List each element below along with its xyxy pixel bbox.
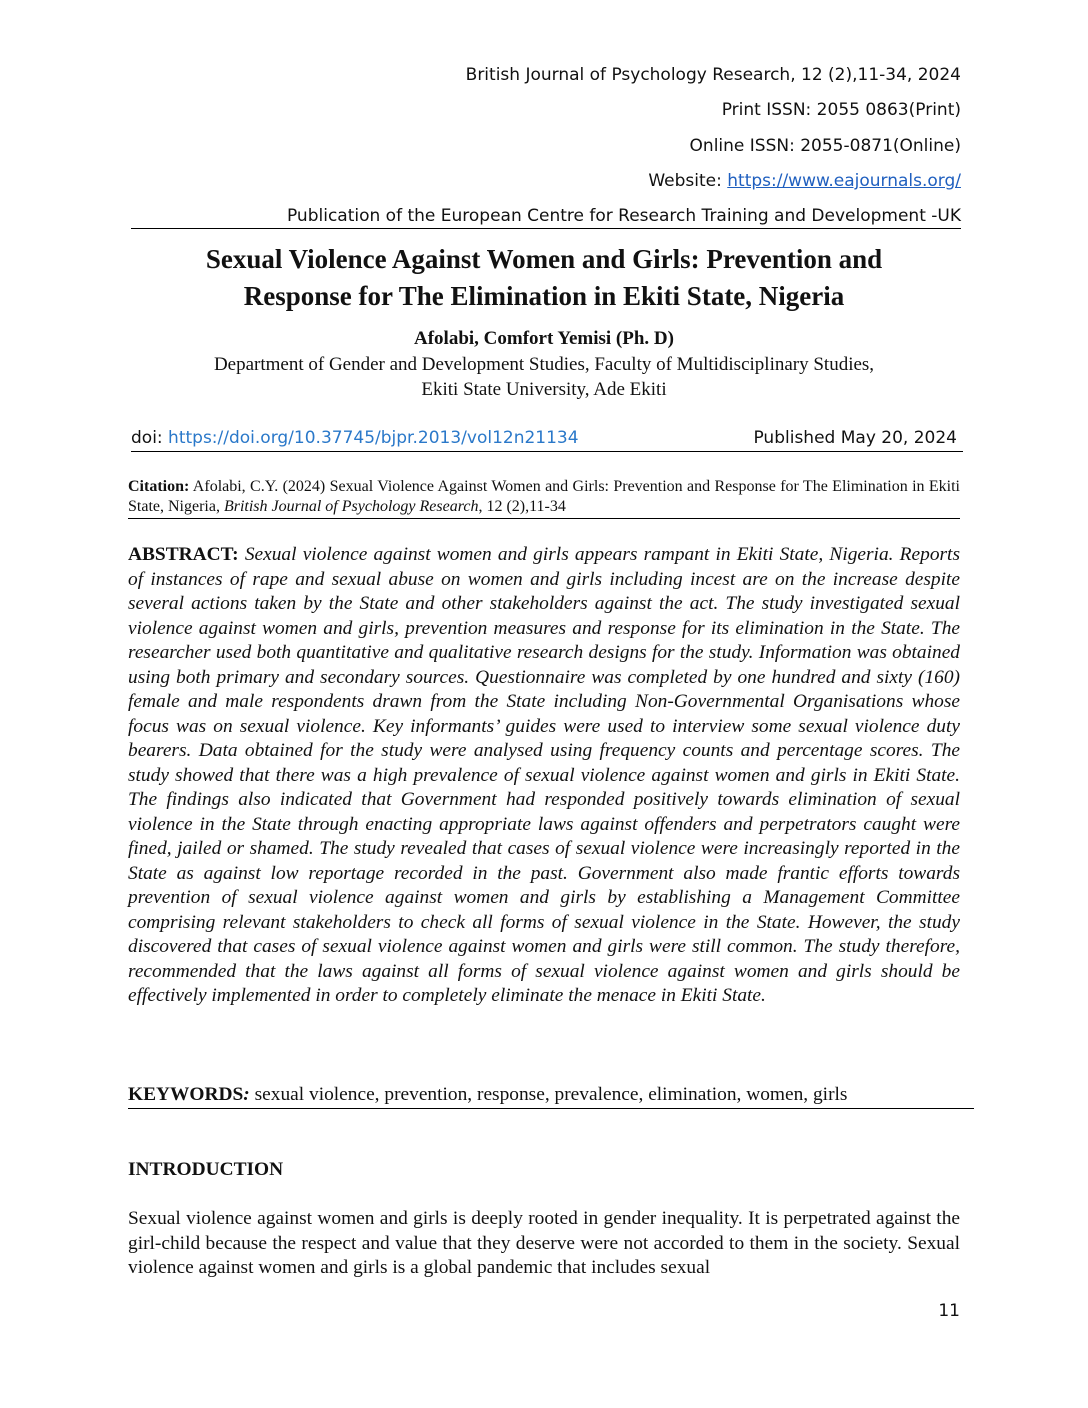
website-link[interactable]: https://www.eajournals.org/ (727, 171, 961, 191)
doi (131, 427, 579, 449)
keywords (128, 1083, 974, 1109)
title-line-1: Sexual Violence Against Women and Girls: Prevention and (205, 244, 883, 274)
title-line-2: Response for The Elimination in Ekiti State, Nigeria (243, 281, 845, 311)
paper-title (120, 241, 968, 315)
online-issn: Online ISSN: 2055-0871(Online) (689, 136, 961, 156)
author-name: Afolabi, Comfort Yemisi (Ph. D) (414, 328, 674, 349)
published-date: Published May 20, 2024 (753, 428, 957, 448)
keywords-text: sexual violence, prevention, response, prevalence, elimination, women, girls (249, 1084, 848, 1105)
abstract (128, 543, 960, 1009)
website-line (648, 170, 961, 192)
affiliation (100, 352, 988, 402)
citation-text: Afolabi, C.Y. (2024) Sexual Violence Against Women and Girls: Prevention and Response for The Elimination in Ekiti State, Nigeria, (128, 478, 960, 515)
keywords-colon: : (243, 1084, 250, 1105)
abstract-label: ABSTRACT (128, 544, 233, 565)
journal-line: British Journal of Psychology Research, 12 (2),11-34, 2024 (465, 65, 961, 85)
doi-row (131, 427, 963, 452)
publication-line: Publication of the European Centre for Research Training and Development -UK (131, 205, 961, 229)
doi-label: doi: (131, 428, 169, 448)
print-issn: Print ISSN: 2055 0863(Print) (721, 100, 961, 120)
keywords-label: KEYWORDS (128, 1084, 244, 1105)
affiliation-line-2: Ekiti State University, Ade Ekiti (421, 379, 667, 400)
website-label: Website: (648, 171, 728, 191)
abstract-colon: : (232, 544, 239, 565)
page-number: 11 (938, 1301, 960, 1321)
citation-tail: , 12 (2),11-34 (478, 498, 566, 515)
citation-journal: British Journal of Psychology Research (223, 498, 479, 515)
doi-link[interactable]: https://doi.org/10.37745/bjpr.2013/vol12n21134 (168, 428, 579, 448)
citation-label: Citation: (128, 478, 190, 495)
affiliation-line-1: Department of Gender and Development Studies, Faculty of Multidisciplinary Studies, (213, 354, 875, 375)
citation (128, 477, 960, 519)
section-heading-introduction: INTRODUCTION (128, 1159, 284, 1180)
abstract-text: Sexual violence against women and girls appears rampant in Ekiti State, Nigeria. Reports of instances of rape and sexual abuse on women and girls including incest are on the increase despite several actions taken by the State and other stakeholders against the act. The study investigated sexual violence against women and girls, prevention measures and response for its elimination in the State. The researcher used both quantitative and qualitative research designs for the study. Information was obtained using both primary and secondary sources. Questionnaire was completed by one hundred and sixty (160) female and male respondents drawn from the State including Non-Governmental Organisations whose focus was on sexual violence. Key informants’ guides were used to interview some sexual violence duty bearers. Data obtained for the study were analysed using frequency counts and percentage scores. The study showed that there was a high prevalence of sexual violence against women and girls in Ekiti State. The findings also indicated that Government had responded positively towards elimination of sexual violence in the State through enacting appropriate laws against offenders and perpetrators caught were fined, jailed or shamed. The study revealed that cases of sexual violence were increasingly reported in the State as against low reportage recorded in the past. Government also made frantic efforts towards prevention of sexual violence against women and girls by establishing a Management Committee comprising relevant stakeholders to check all forms of sexual violence in the State. However, the study discovered that cases of sexual violence against women and girls were still common. The study therefore, recommended that the laws against all forms of sexual violence against women and girls should be effectively implemented in order to completely eliminate the menace in Ekiti State. (128, 544, 960, 1006)
introduction-paragraph: Sexual violence against women and girls is deeply rooted in gender inequality. It is perpetrated against the girl-child because the respect and value that they deserve were not accorded to them in the society. Sexual violence against women and girls is a global pandemic that includes sexual (128, 1208, 960, 1278)
